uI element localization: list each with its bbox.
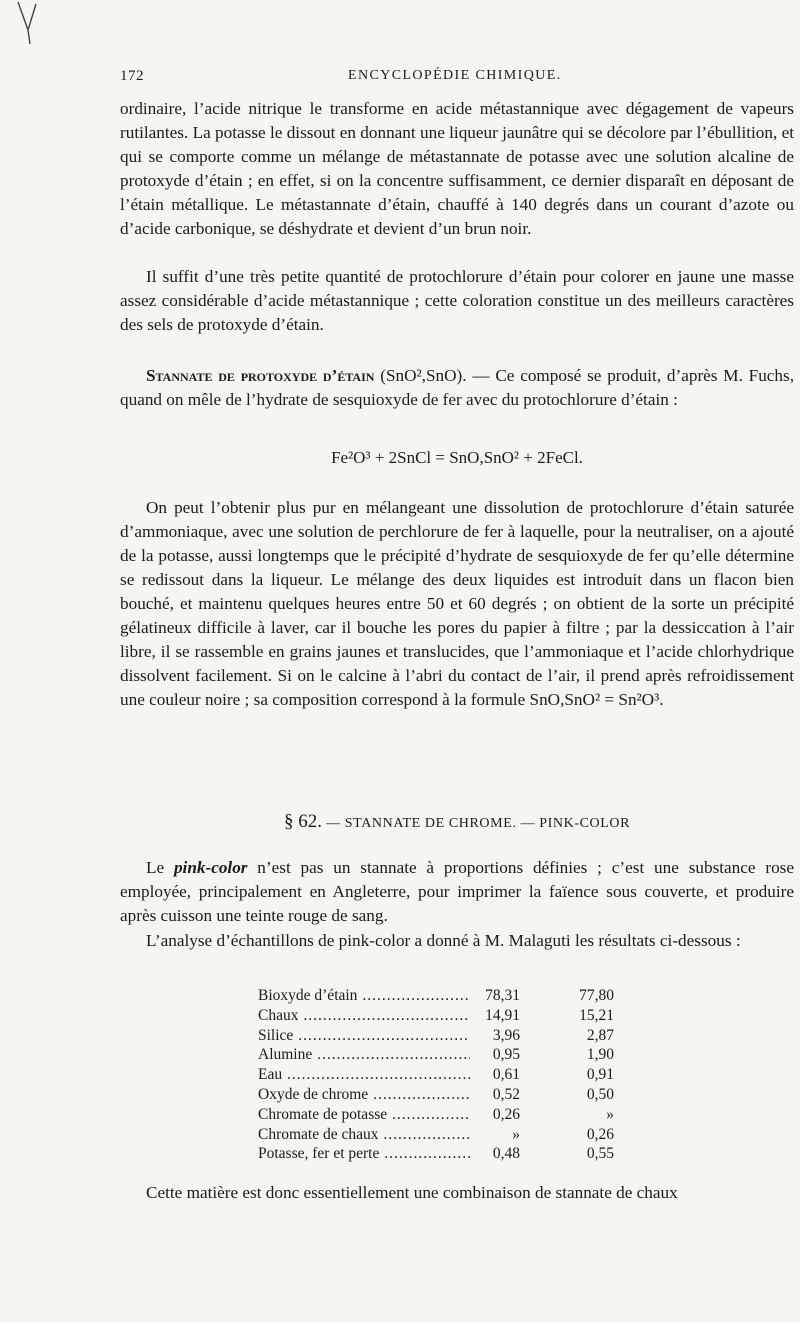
section-title: — STANNATE DE CHROME. — PINK-COLOR (326, 816, 631, 831)
paragraph-4 (120, 496, 794, 712)
analysis-end: les résultats ci-dessous : (570, 931, 741, 950)
section-number: § 62. (283, 811, 322, 832)
table-row (258, 1065, 638, 1085)
table-value-sample-2: 2,87 (586, 1026, 614, 1044)
paragraph-4-text: On peut l’obtenir plus pur en mélangeant une dissolution de protochlorure d’étain saturée d’ammoniaque, avec une solution de perchlorure de fer à laquelle, pour la neutraliser, on a ajouté de la potasse, aussi longtemps que le précipité d’hydrate de sesquioxyde de fer qu’elle détermine se redissout dans la liqueur. Le mélange des deux liquides est introduit dans un flacon bien bouché, et maintenu quelques heures entre 50 et 60 degrés ; on obtient de la sorte un précipité gélatineux difficile à laver, car il bouche les pores du papier à filtre ; par la dessiccation à l’air libre, il se rassemble en grains jaunes et translucides, que l’ammoniaque et l’acide chlorhydrique dissolvent facilement. Si on le calcine à l’abri du contact de l’air, il prend après refroidissement une couleur noire ; sa composition correspond à la formule SnO,SnO² = Sn²O³. (120, 498, 794, 709)
table-label: Chromate de chaux ..... (258, 1125, 470, 1145)
table-label: Chromate de potasse ..... (258, 1105, 470, 1125)
table-label: Eau ..... (258, 1065, 470, 1085)
table-value-sample-2: 0,91 (586, 1066, 614, 1084)
table-value-sample-1: 3,96 (492, 1026, 520, 1044)
table-label: Oxyde de chrome ..... (258, 1085, 470, 1105)
table-row (258, 1105, 638, 1125)
article-text: — Ce composé se produit, d’après M. Fuchs, quand on mêle de l’hydrate de sesquioxyde de fer avec du protochlorure d’étain : (120, 366, 795, 409)
analysis-intro: L’analyse d’échantillons de pink-color a donné à M. (146, 931, 509, 950)
page-header (120, 68, 790, 92)
paragraph-stannate-protoxyde (120, 364, 794, 412)
paragraph-1 (120, 97, 794, 241)
table-row (258, 1144, 638, 1164)
pink-color-term: pink-color (173, 858, 248, 877)
paragraph-1-text: ordinaire, l’acide nitrique le transforme en acide métastannique avec dégagement de vapeurs rutilantes. La potasse le dissout en donnant une liqueur jaunâtre qui se décolore par l’ébullition, et qui se comporte comme un mélange de métastannate de potasse avec une solution alcaline de protoxyde d’étain ; en effet, si on la concentre suffisamment, ce dernier disparaît en déposant de l’étain métallique. Le métastannate d’étain, chauffé à 140 degrés dans un courant d’azote ou d’acide carbonique, se déshydrate et devient d’un brun noir. (120, 99, 794, 238)
article-title: Stannate de protoxyde d’étain (146, 366, 375, 385)
table-row (258, 986, 638, 1006)
paragraph-2-text: Il suffit d’une très petite quantité de protochlorure d’étain pour colorer en jaune une masse assez considérable d’acide métastannique ; cette coloration constitue un des meilleurs caractères des sels de protoxyde d’étain. (120, 267, 794, 334)
table-value-sample-2: 15,21 (579, 1006, 614, 1024)
table-value-sample-1: 0,26 (492, 1105, 520, 1123)
section-heading (120, 811, 794, 833)
table-row (258, 1026, 638, 1046)
conclusion-text: Cette matière est donc essentiellement une combinaison de stannate de chaux (146, 1183, 678, 1202)
table-row (258, 1085, 638, 1105)
table-label: Alumine ..... (258, 1045, 470, 1065)
table-label: Chaux ..... (258, 1006, 470, 1026)
analysis-author: Malaguti (508, 931, 571, 950)
pink-color-text: n’est pas un stannate à proportions définies ; c’est une substance rose employée, principalement en Angleterre, pour imprimer la faïence sous couverte, et produire après cuisson une teinte rouge de sang. (120, 858, 794, 925)
table-value-sample-1: » (512, 1125, 520, 1143)
table-row (258, 1125, 638, 1145)
table-row (258, 1045, 638, 1065)
table-value-sample-2: 0,26 (586, 1125, 614, 1143)
table-value-sample-2: 0,50 (586, 1085, 614, 1103)
table-value-sample-2: » (606, 1105, 614, 1123)
paragraph-conclusion (120, 1181, 794, 1205)
analysis-table (258, 986, 638, 1164)
chemical-equation: Fe²O³ + 2SnCl = SnO,SnO² + 2FeCl. (331, 448, 583, 467)
table-label: Bioxyde d’étain ..... (258, 986, 470, 1006)
paragraph-pink-color (120, 856, 794, 928)
table-value-sample-2: 1,90 (586, 1046, 614, 1064)
corner-pencil-mark (6, 0, 46, 44)
table-label: Silice ..... (258, 1026, 470, 1046)
table-value-sample-1: 0,95 (492, 1046, 520, 1064)
table-value-sample-1: 78,31 (485, 987, 520, 1004)
pink-color-intro: Le (146, 858, 174, 877)
table-label: Potasse, fer et perte ..... (258, 1144, 470, 1164)
table-value-sample-1: 0,48 (492, 1145, 520, 1163)
running-title: ENCYCLOPÉDIE CHIMIQUE. (348, 68, 562, 83)
table-value-sample-1: 0,61 (492, 1066, 520, 1084)
page-number: 172 (120, 68, 144, 84)
paragraph-2 (120, 265, 794, 337)
table-value-sample-2: 0,55 (586, 1145, 614, 1163)
table-row (258, 1006, 638, 1026)
article-formula: (SnO²,SnO). (380, 366, 467, 385)
paragraph-analysis (120, 929, 794, 953)
table-value-sample-2: 77,80 (579, 987, 614, 1004)
table-value-sample-1: 14,91 (485, 1006, 520, 1024)
table-value-sample-1: 0,52 (492, 1085, 520, 1103)
